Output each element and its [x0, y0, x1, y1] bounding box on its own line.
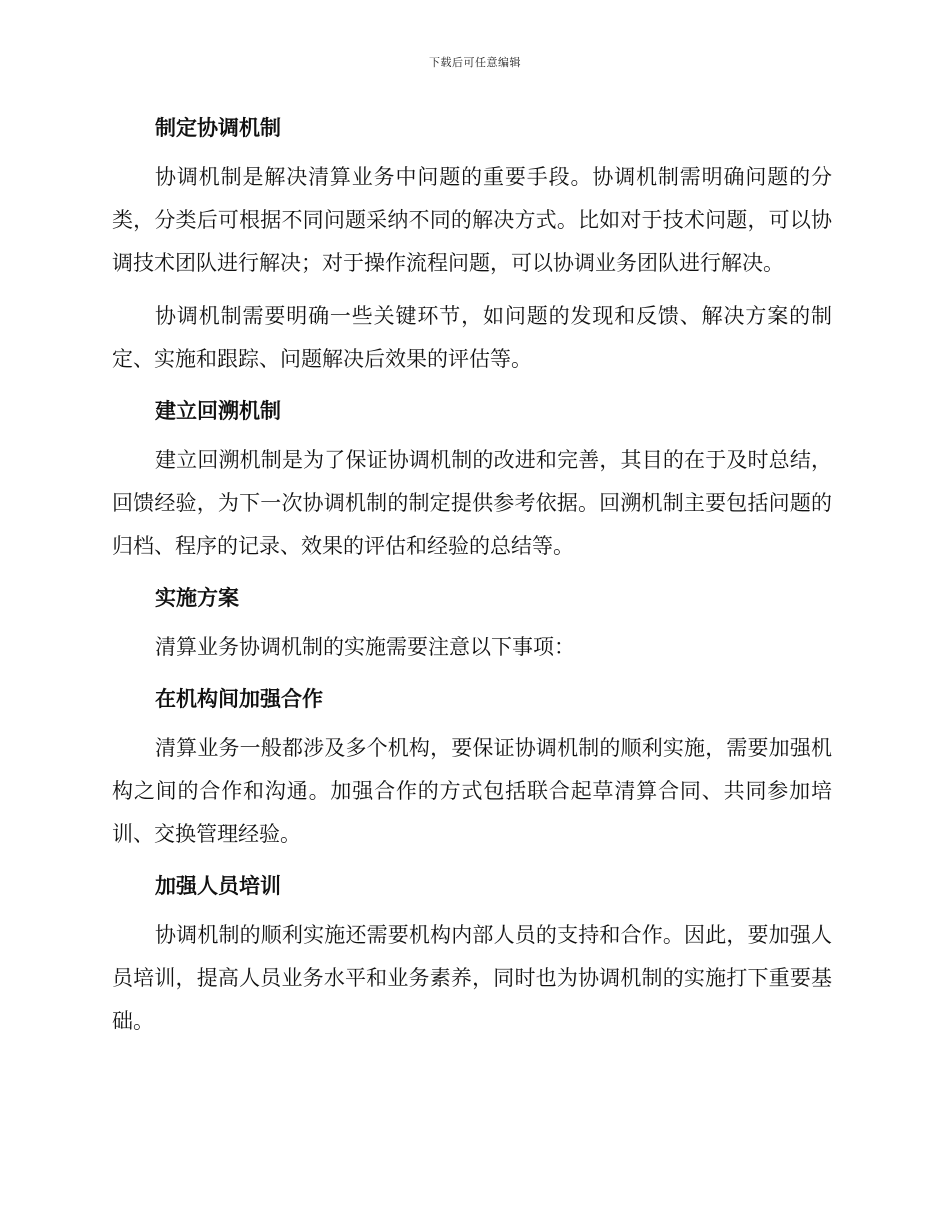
paragraph-coordination-1: 协调机制是解决清算业务中问题的重要手段。协调机制需明确问题的分类，分类后可根据不同问题采纳不同的解决方式。比如对于技术问题，可以协调技术团队进行解决；对于操作流程问题，可以协调业务团队进行解决。: [112, 165, 832, 275]
section-heading-cooperation: 在机构间加强合作: [155, 687, 323, 711]
paragraph-training-1: 协调机制的顺利实施还需要机构内部人员的支持和合作。因此，要加强人员培训，提高人员业务水平和业务素养，同时也为协调机制的实施打下重要基础。: [112, 923, 832, 1033]
section-heading-coordination: 制定协调机制: [155, 116, 281, 140]
paragraph-review-1: 建立回溯机制是为了保证协调机制的改进和完善，其目的在于及时总结，回馈经验，为下一次协调机制的制定提供参考依据。回溯机制主要包括问题的归档、程序的记录、效果的评估和经验的总结等。: [112, 448, 832, 558]
header-note: 下载后可任意编辑: [429, 56, 521, 69]
section-heading-implementation: 实施方案: [155, 586, 239, 610]
paragraph-implementation-1: 清算业务协调机制的实施需要注意以下事项：: [155, 635, 575, 659]
document-body: [112, 108, 832, 1043]
section-heading-training: 加强人员培训: [155, 874, 281, 898]
section-heading-review: 建立回溯机制: [155, 399, 281, 423]
paragraph-cooperation-1: 清算业务一般都涉及多个机构，要保证协调机制的顺利实施，需要加强机构之间的合作和沟通。加强合作的方式包括联合起草清算合同、共同参加培训、交换管理经验。: [112, 736, 832, 846]
paragraph-coordination-2: 协调机制需要明确一些关键环节，如问题的发现和反馈、解决方案的制定、实施和跟踪、问题解决后效果的评估等。: [112, 304, 832, 371]
